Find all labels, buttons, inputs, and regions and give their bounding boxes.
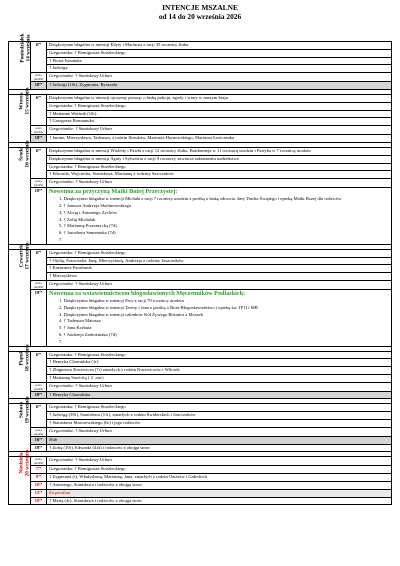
list-item: 5. † Jana Korbuta [59,325,92,331]
list-item: 2. Dziękczynno błagalna w intencji Teresy i Jana z prośbą o Boże Błogosławieństwo i opiekę św. JP II i MB [59,304,258,310]
time-cell: 16ºº [31,436,47,444]
intention-line: † Mieczysława [47,273,392,281]
time-cell: poza parafią [31,179,47,188]
intention-line: † Kazimierz Parafiniuk [47,265,392,273]
intention-line: Dziękczynno błagalna w intencji Agaty i Sylwestra z racji 9 rocznicy zawarcia sakramentu małżeństwa [47,155,392,163]
intention-line: † Mariannę Sawicką ( 2 –mc) [47,374,392,382]
list-item: 5. † Mariannę Przesmycką (7d) [59,223,117,229]
list-item: 4. † Tadeusza Matusza [59,318,101,324]
list-item: 3. Dziękczynno błagalna w intencji członków Kół Żywego Różańca z Moszek [59,311,204,317]
list-item: 6. † Andrzeja Zadrożniaka (7d) [59,331,117,337]
intention-line: † Jadwigi (10r), Zygmunta, Ryszarda [47,82,392,90]
intention-line: Gregorianka: † Remigiusza Strzeleckiego [47,466,392,474]
time-cell: poza parafią [31,73,47,82]
intention-line: Gregorianka: † Stanisławy Urban [47,126,392,135]
time-cell: 6ºº [31,351,47,382]
time-cell: 6ºº [31,147,47,178]
day-cell: Niedziela 20 września [9,457,31,505]
day-cell: Sobota 19 września [9,404,31,452]
intention-line: † Edwarda, Wojciecha, Stanisława, Mariannę z rodziny Sawczuków [47,171,392,179]
intention-line: Gregorianka: † Remigiusza Strzeleckiego [47,249,392,257]
day-cell: Czwartek 17 września [9,249,31,346]
time-cell: 18ºº [31,82,47,90]
intention-line: Gregorianka: † Stanisławy Urban [47,457,392,466]
page-header [0,3,400,21]
intention-line: Gregorianka: † Stanisławy Urban [47,280,392,289]
list-item: 6. † Jarosława Semeninka (7d) [59,230,116,236]
time-cell: 6ºº [31,42,47,73]
time-cell: 6ºº [31,404,47,427]
intention-line: † Stanisława Marczewskiego (6r) i jego rodziców [47,420,392,428]
time-cell: 18ºº [31,188,47,245]
intention-line: † Zbigniewa Kucewicza (7r) zmarłych z rodzin Kucewiczów i Wilczek [47,367,392,375]
time-cell: 9ºº [31,474,47,482]
day-cell: Poniedziałek 14 września [9,42,31,90]
list-item: 1. Dziękczynno błagalna w intencji Ewy z racji 70 rocznicy urodzin [59,297,184,303]
intention-line: † Antoniego, Stanisława i rodziców z obojga stron [47,482,392,490]
intention-line: † Marianne Weiśnik (10r) [47,110,392,118]
list-item: 4. † Zofię Michalak [59,216,96,222]
intention-line: † Janine, Mieczysława, Tadeusza, z rodzin Ilczuków, Mariusza Hornowskiego, Mariusza Łosiczenka [47,135,392,143]
novena-block [47,188,392,245]
day-cell: Wtorek 15 września [9,94,31,142]
time-cell: poza parafią [31,280,47,289]
time-cell: 12ºº [31,489,47,497]
novena-heading: Nowenna za przyczyną Matki Bożej Przeczystej: [49,188,178,196]
time-cell: 18ºº [31,497,47,505]
intention-line: Gregorianka: † Remigiusza Strzeleckiego [47,102,392,110]
novena-heading: Nowenna za wstawiennictwem błogosławionych Męczenników Podlaskich: [49,289,246,297]
intention-line: Za parafian [47,489,392,497]
intention-line: Dziękczynno błagalna w intencji Edyty i Mariusza z racji 35 rocznicy ślubu [47,42,392,50]
intention-line: Gregorianka: † Remigiusza Strzeleckiego [47,163,392,171]
list-item: 7. [59,236,63,242]
time-cell: 18ºº [31,135,47,143]
table-row [9,42,392,50]
intention-line: † Zofię (19r), Edwarda (44r) i rodziców z obojga stron [47,444,392,452]
schedule-table [8,33,392,505]
list-item: 1. Dziękczynno błagalna w intencji Michała z racji 7 rocznicy urodzin z prośbą o łaskę zdrowia, dary Ducha Świętego i opiekę Matki Bożej dla rodziców [59,196,342,202]
intention-line: Gregorianka: † Stanisławy Urban [47,382,392,391]
intention-line: † Marię (4r), Stanisława i rodziców z obojga stron [47,497,392,505]
time-cell: 6ºº [31,94,47,125]
intention-line: Gregorianka: † Stanisławy Urban [47,427,392,436]
list-item: 3. † Alicję i Antoniego Zychów [59,209,117,215]
intention-line: Gregorianka: † Remigiusza Strzeleckiego [47,351,392,359]
intention-line: Gregorianka: † Remigiusza Strzeleckiego [47,49,392,57]
intention-line: † Otylię, Franciszka, Janę, Mieczysławę, Andrzeja z rodziny Jaszczuków [47,257,392,265]
time-cell: poza parafią [31,457,47,466]
intention-line: Gregorianka: † Stanisławy Urban [47,179,392,188]
intention-line: † Grzegorza Romaniuka [47,118,392,126]
time-cell: 18ºº [31,289,47,346]
time-cell: 6ºº [31,249,47,280]
page-title: INTENCJE MSZALNE [162,3,238,12]
time-cell: poza parafią [31,382,47,391]
time-cell: poza parafią [31,427,47,436]
novena-block [47,289,392,346]
intention-line: † Henryka Chomińska (1r) [47,359,392,367]
day-cell: Piątek 18 września [9,351,31,399]
intention-line: † Henryka Chomińska [47,391,392,399]
time-cell: poza parafią [31,126,47,135]
day-cell: Środa 16 września [9,147,31,244]
time-cell: 18ºº [31,391,47,399]
intention-line: † Zygmunta (r), Władysławę, Mariannę, Jana, zmarłych z rodzin Ozierów i Gałeckich [47,474,392,482]
intention-line: † Jadwiga [47,65,392,73]
time-cell: 7ºº [31,466,47,474]
intention-line: Gregorianka: † Stanisławy Urban [47,73,392,82]
time-cell: 10ºº [31,482,47,490]
time-cell: 18ºº [31,444,47,452]
list-item: 2. † Janusza Andrzeja Skolimowskiego [59,202,132,208]
date-range: od 14 do 20 września 2026 [158,12,242,21]
intention-line: Gregorianka: † Remigiusza Strzeleckiego [47,404,392,412]
intention-line: Dziękczynno błagalna w intencji Wioletty i Pawła z racji 12 rocznicy ślubu, Bartłomieja w 11 rocznicę urodzin i Patryka w 7 rocznicę urodzin [47,147,392,155]
list-item: 7. [59,338,63,344]
intention-line: Ślub [47,436,392,444]
intention-line: † Piotra Iwaniuka [47,57,392,65]
intention-line: Dziękczynno błagalna w intencji ojczyzny prosząc o łaskę pokoju, zgody i wiary w naszym kraju [47,94,392,102]
intention-line: † Jadwigę (39r), Stanisława (11r), zmarłych z rodzin Świderskich i Sawczuków [47,412,392,420]
